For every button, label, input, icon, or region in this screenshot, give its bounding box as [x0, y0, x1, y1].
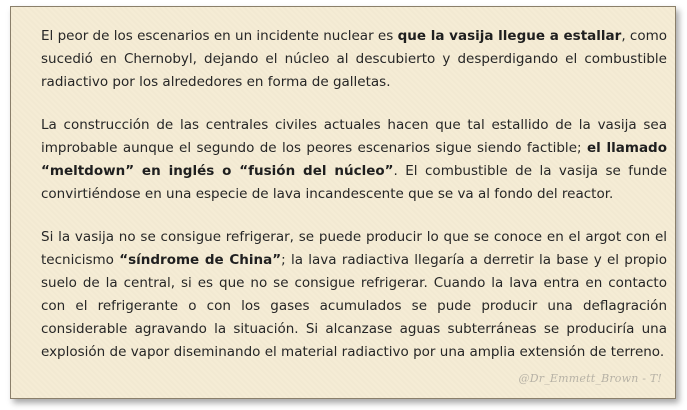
paragraph-2	[41, 114, 667, 206]
article-body	[41, 25, 667, 384]
paragraph-3	[41, 226, 667, 364]
paragraph-3-highlight: “síndrome de China”	[119, 252, 282, 268]
paragraph-1-highlight: que la vasija llegue a estallar	[397, 28, 622, 44]
paragraph-2-text-b: . El combustible de la vasija se funde convirtiéndose en una especie de lava incandescente que se va al fondo del reactor.	[41, 163, 667, 202]
paragraph-3-text-a: Si la vasija no se consigue refrigerar, se puede producir lo que se conoce en el argot con el tecnicismo	[41, 229, 667, 268]
paragraph-1-text-a: El peor de los escenarios en un incidente nuclear es	[41, 28, 398, 44]
paragraph-3-text-b: ; la lava radiactiva llegaría a derretir la base y el propio suelo de la central, si es que no se consigue refrigerar. Cuando la lava entra en contacto con el refrigerante o con los gases acumulados se pude producir una deflagración considerable agravando la situación. Si alcanzase aguas subterráneas se produciría una explosión de vapor diseminando el material radiactivo por una amplia extensión de terreno.	[41, 252, 667, 360]
paragraph-2-highlight: el llamado “meltdown” en inglés o “fusión del núcleo”	[41, 140, 667, 179]
watermark-credit: @Dr_Emmett_Brown - T!	[518, 372, 662, 385]
paragraph-1	[41, 25, 667, 94]
paragraph-2-text-a: La construcción de las centrales civiles actuales hacen que tal estallido de la vasija sea improbable aunque el segundo de los peores escenarios sigue siendo factible;	[41, 117, 667, 156]
text-panel	[10, 6, 676, 399]
paragraph-1-text-b: , como sucedió en Chernobyl, dejando el núcleo al descubierto y desperdigando el combustible radiactivo por los alrededores en forma de galletas.	[41, 28, 667, 90]
